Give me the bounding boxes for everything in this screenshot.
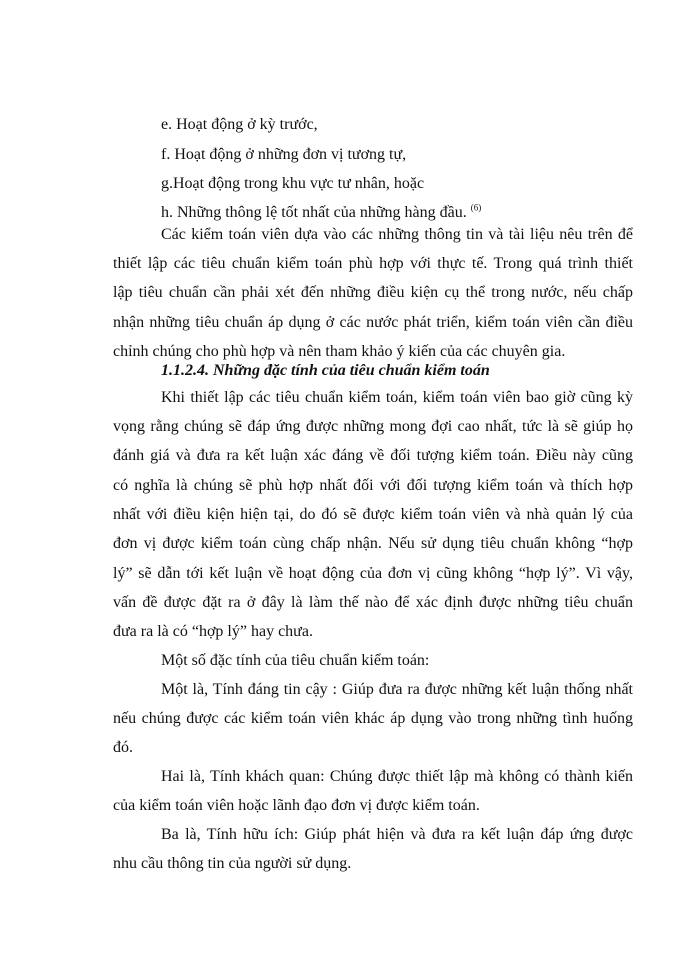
section-heading: 1.1.2.4. Những đặc tính của tiêu chuẩn kiểm toán bbox=[161, 362, 490, 379]
paragraph-6-line-2: nhu cầu thông tin của người sử dụng. bbox=[113, 855, 352, 872]
paragraph-1-line-5: chỉnh chúng cho phù hợp và nên tham khảo ý kiến của các chuyên gia. bbox=[113, 343, 566, 360]
list-item-h bbox=[161, 203, 481, 223]
paragraph-1-line-4: nhận những tiêu chuẩn áp dụng ở các nước phát triển, kiểm toán viên cần điều bbox=[113, 314, 633, 331]
paragraph-2-line-3: đánh giá và đưa ra kết luận xác đáng về đối tượng kiểm toán. Điều này cũng bbox=[113, 447, 633, 464]
list-item-e: e. Hoạt động ở kỳ trước, bbox=[161, 116, 318, 133]
list-item-f: f. Hoạt động ở những đơn vị tương tự, bbox=[161, 146, 407, 163]
list-item-g: g.Hoạt động trong khu vực tư nhân, hoặc bbox=[161, 175, 425, 192]
paragraph-1-line-3: lập tiêu chuẩn cần phải xét đến những điều kiện cụ thể trong nước, nếu chấp bbox=[113, 284, 633, 301]
footnote-ref: (6) bbox=[470, 202, 482, 213]
paragraph-2-line-9: đưa ra là có “hợp lý” hay chưa. bbox=[113, 623, 313, 640]
paragraph-4-line-1: Một là, Tính đáng tin cậy : Giúp đưa ra được những kết luận thống nhất bbox=[161, 681, 633, 698]
paragraph-5-line-1: Hai là, Tính khách quan: Chúng được thiết lập mà không có thành kiến bbox=[161, 768, 633, 785]
paragraph-1-line-2: thiết lập các tiêu chuẩn kiểm toán phù hợp với thực tế. Trong quá trình thiết bbox=[113, 255, 633, 272]
paragraph-4-line-2: nếu chúng được các kiểm toán viên khác áp dụng vào trong những tình huống bbox=[113, 710, 633, 727]
paragraph-6-line-1: Ba là, Tính hữu ích: Giúp phát hiện và đưa ra kết luận đáp ứng được bbox=[161, 826, 633, 843]
paragraph-5-line-2: của kiểm toán viên hoặc lãnh đạo đơn vị được kiểm toán. bbox=[113, 797, 480, 814]
paragraph-2-line-6: đơn vị được kiểm toán cùng chấp nhận. Nếu sử dụng tiêu chuẩn không “hợp bbox=[113, 535, 633, 552]
paragraph-2-line-1: Khi thiết lập các tiêu chuẩn kiểm toán, kiểm toán viên bao giờ cũng kỳ bbox=[161, 389, 633, 406]
paragraph-4-line-3: đó. bbox=[113, 739, 133, 756]
paragraph-2-line-4: có nghĩa là chúng sẽ phù hợp nhất đối với đối tượng kiểm toán và thích hợp bbox=[113, 477, 633, 494]
paragraph-3-line-1: Một số đặc tính của tiêu chuẩn kiểm toán: bbox=[161, 652, 430, 669]
paragraph-2-line-5: nhất với điều kiện hiện tại, do đó sẽ được kiểm toán viên và nhà quản lý của bbox=[113, 506, 633, 523]
paragraph-2-line-8: vấn đề được đặt ra ở đây là làm thế nào để xác định được những tiêu chuẩn bbox=[113, 594, 633, 611]
paragraph-1-line-1: Các kiểm toán viên dựa vào các những thông tin và tài liệu nêu trên để bbox=[161, 226, 633, 243]
list-item-h-text: h. Những thông lệ tốt nhất của những hàng đầu. bbox=[161, 204, 467, 221]
paragraph-2-line-2: vọng rằng chúng sẽ đáp ứng được những mong đợi cao nhất, tức là sẽ giúp họ bbox=[113, 418, 633, 435]
paragraph-2-line-7: lý” sẽ dẫn tới kết luận về hoạt động của đơn vị cũng không “hợp lý”. Vì vậy, bbox=[113, 565, 633, 582]
